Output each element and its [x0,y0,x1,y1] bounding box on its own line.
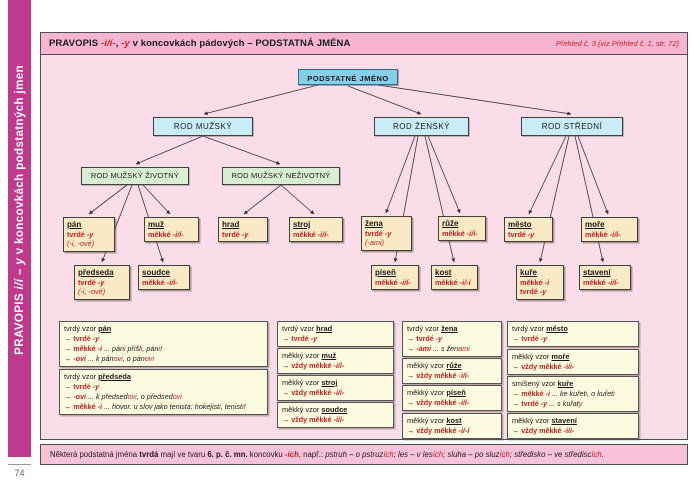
card-rule: → vždy měkké -i/í- [512,426,575,435]
pattern-box-kure [516,265,564,300]
pattern-ending: tvrdé -y [222,229,249,239]
card-rule: → měkké -i ... hovor. u slov jako tenista: hokejisti, tenisti! [64,402,246,411]
pattern-box-kost [431,265,478,290]
pattern-ending: měkké -i/í- [375,277,411,287]
card-more [507,349,639,375]
pattern-ending: měkké -i/í- [148,229,184,239]
pattern-word: růže [442,219,459,228]
pattern-ending: měkké -i/í- [442,228,478,238]
pattern-ending: měkké -i [520,277,550,287]
pattern-word: soudce [142,268,171,277]
card-muz [277,348,394,374]
card-title: měkký vzor růže [407,361,462,370]
node-rod-muzsky-zivotny [81,167,189,185]
card-title: měkký vzor kost [407,416,462,425]
diagram-panel [40,32,688,440]
pattern-ending: tvrdé -y [508,229,535,239]
card-rule: → -ovi ... k předsedovi, o předsedovi [64,392,182,401]
card-title: tvrdý vzor pán [64,324,112,333]
pattern-box-predseda [74,265,130,300]
card-rule: → měkké -i ... páni přišli, páni! [64,344,162,353]
card-rule: → vždy měkké -i/-í [407,426,470,435]
card-stroj [277,375,394,401]
card-ruze [402,358,502,384]
pattern-word: muž [148,220,164,229]
card-rule: → vždy měkké -i/í- [407,371,470,380]
card-rule: → tvrdé -y ... s kuřaty [512,399,583,408]
pattern-word: město [508,220,532,229]
card-rule: → měkké -i ... ke kuřeti, o kuřeti [512,389,615,398]
pattern-box-pan [63,217,115,252]
card-kost [402,413,502,439]
node-label: ROD STŘEDNÍ [541,121,603,131]
card-rule: → tvrdé -y [512,334,548,343]
card-title: měkký vzor muž [282,351,337,360]
card-title: tvrdý vzor město [512,324,568,333]
node-rod-zensky [374,117,469,136]
pattern-word: předseda [78,268,114,277]
page-number-rule [8,464,31,465]
card-hrad [277,321,394,347]
pattern-box-ruze [438,216,486,241]
pattern-box-zena [361,216,412,251]
pattern-ending: měkké -i/-í [435,277,471,287]
pattern-word: píseň [375,268,396,277]
card-staveni [507,413,639,439]
node-rod-muzsky [153,117,253,136]
pattern-ending: tvrdé -y [365,228,392,238]
pattern-box-muz [144,217,199,242]
card-pan [59,321,268,367]
footnote-strip [40,444,688,465]
card-title: měkký vzor stroj [282,378,338,387]
card-rule: → vždy měkké -i/í- [282,361,345,370]
pattern-box-mesto [504,217,553,242]
panel-reference: Přehled č. 3 (viz Přehled č. 1, str. 72) [555,39,679,48]
pattern-word: hrad [222,220,240,229]
pattern-word: moře [585,220,605,229]
card-title: měkký vzor moře [512,352,570,361]
pattern-box-more [581,217,638,242]
card-rule: → vždy měkké -i/í- [407,398,470,407]
pattern-ending: tvrdé -y [78,277,105,287]
sidebar-vertical-title [7,45,32,375]
card-title: měkký vzor stavení [512,416,577,425]
panel-title: PRAVOPIS -i/í-, -y v koncovkách pádových – PODSTATNÁ JMÉNA [49,38,351,49]
node-label: ROD ŽENSKÝ [392,121,450,131]
card-title: měkký vzor píseň [407,388,466,397]
pattern-word: pán [67,220,82,229]
pattern-box-staveni [579,265,631,290]
pattern-word: kost [435,268,452,277]
pattern-box-hrad [218,217,268,242]
card-rule: → vždy měkké -i/í- [512,362,575,371]
card-title: tvrdý vzor předseda [64,372,131,381]
pattern-box-soudce [138,265,190,290]
sidebar-vertical-title-text: PRAVOPIS i/í – y v koncovkách podstatných jmen [13,65,26,355]
card-rule: → tvrdé -y [64,334,100,343]
card-title: měkký vzor soudce [282,405,348,414]
card-title: tvrdý vzor žena [407,324,458,333]
node-rod-muzsky-nezivotny [222,167,340,185]
card-title: smíšený vzor kuře [512,379,574,388]
card-rule: → -ami ... s ženami [407,344,470,353]
pattern-ending: měkké -i/í- [142,277,178,287]
card-rule: → tvrdé -y [282,334,318,343]
card-predseda [59,369,268,415]
pattern-box-pisen [371,265,419,290]
node-label: ROD MUŽSKÝ ŽIVOTNÝ [90,171,180,181]
card-rule: → tvrdé -y [64,382,100,391]
pattern-ending: měkké -i/í- [293,229,329,239]
card-zena [402,321,502,357]
node-label: ROD MUŽSKÝ [173,121,233,131]
card-rule: → tvrdé -y [407,334,443,343]
card-rule: → -ovi ... k pánovi, o pánovi [64,354,154,363]
pattern-ending: (-ami) [365,238,385,247]
pattern-ending: měkké -i/í- [585,229,621,239]
node-rod-stredni [521,117,623,136]
card-kure [507,376,639,412]
node-podstatne-jmeno [298,69,398,85]
card-title: tvrdý vzor hrad [282,324,333,333]
card-rule: → vždy měkké -i/í- [282,415,345,424]
card-soudce [277,402,394,428]
pattern-word: stroj [293,220,311,229]
pattern-word: žena [365,219,383,228]
card-mesto [507,321,639,347]
pattern-ending: (-i, -ové) [67,239,95,248]
pattern-ending: měkké -i/í- [583,277,619,287]
card-pisen [402,385,502,411]
pattern-ending: tvrdé -y [67,229,94,239]
card-rule: → vždy měkké -i/í- [282,388,345,397]
node-label: ROD MUŽSKÝ NEŽIVOTNÝ [231,171,331,181]
node-label: PODSTATNÉ JMÉNO [307,74,389,83]
footnote-text: Některá podstatná jména tvrdá mají ve tvaru 6. p. č. mn. koncovku -ích, např.: pstruh – o pstruzích; les – v lesích; sluha – po sluzích; středisko – ve střediscích. [50,450,604,459]
pattern-word: kuře [520,268,537,277]
page-number: 74 [14,468,25,478]
pattern-box-stroj [289,217,343,242]
pattern-ending: tvrdé -y [520,287,547,296]
pattern-ending: (-i, -ové) [78,287,106,296]
pattern-word: stavení [583,268,611,277]
